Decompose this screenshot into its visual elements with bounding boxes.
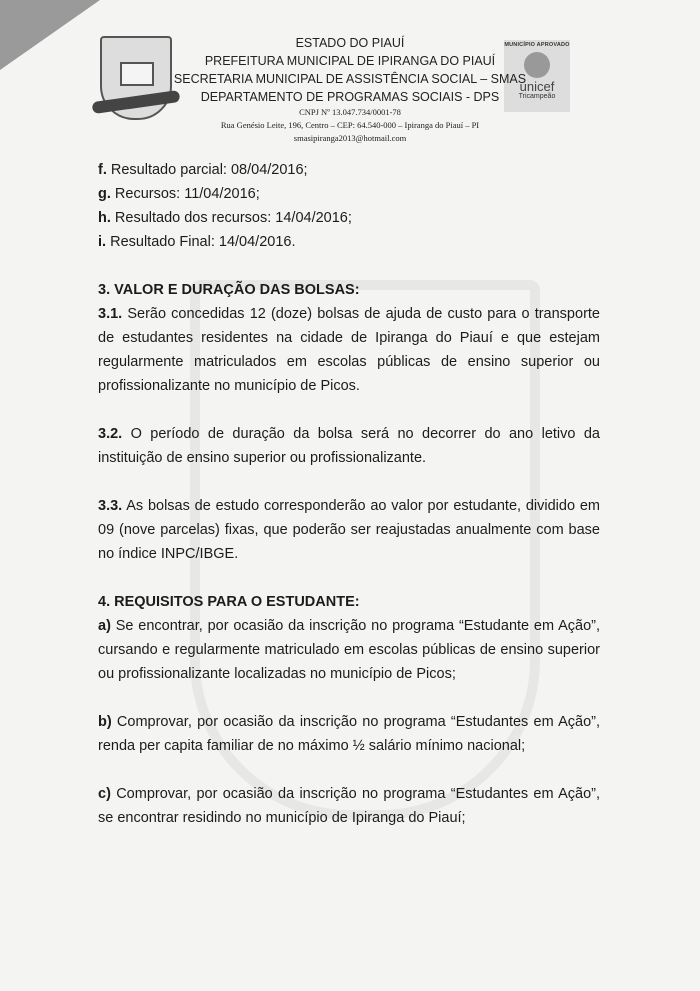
badge-arc-text: MUNICÍPIO APROVADO bbox=[504, 42, 570, 48]
item-key: g. bbox=[98, 186, 111, 202]
schedule-item bbox=[98, 182, 600, 206]
clause-text: Se encontrar, por ocasião da inscrição no programa “Estudante em Ação”, cursando e regularmente matriculado em escolas públicas de ensino superior ou profissionalizante localizadas no município de Picos; bbox=[98, 618, 600, 682]
section-heading: 3. VALOR E DURAÇÃO DAS BOLSAS: bbox=[98, 282, 360, 298]
clause bbox=[98, 614, 600, 686]
schedule-item bbox=[98, 158, 600, 182]
clause-key: a) bbox=[98, 618, 111, 634]
document-body bbox=[98, 158, 600, 830]
email: smasipiranga2013@hotmail.com bbox=[293, 133, 407, 143]
clause-text: Comprovar, por ocasião da inscrição no programa “Estudantes em Ação”, se encontrar residindo no município de Ipiranga do Piauí; bbox=[98, 786, 600, 826]
badge-sub: Tricampeão bbox=[518, 93, 556, 100]
book-icon bbox=[120, 62, 154, 86]
header-line: DEPARTAMENTO DE PROGRAMAS SOCIAIS - DPS bbox=[200, 90, 500, 104]
clause-text: O período de duração da bolsa será no decorrer do ano letivo da instituição de ensino superior ou profissionalizante. bbox=[98, 426, 600, 466]
clause bbox=[98, 422, 600, 470]
clause bbox=[98, 494, 600, 566]
clause-key: 3.2. bbox=[98, 426, 123, 442]
clause-key: 3.1. bbox=[98, 306, 123, 322]
header-line: SECRETARIA MUNICIPAL DE ASSISTÊNCIA SOCIAL – SMAS bbox=[173, 72, 527, 86]
clause-text: Serão concedidas 12 (doze) bolsas de ajuda de custo para o transporte de estudantes residentes na cidade de Ipiranga do Piauí e que estejam regularmente matriculados em escolas públicas de ensino superior ou profissionalizante no município de Picos. bbox=[98, 306, 600, 394]
item-key: i. bbox=[98, 234, 107, 250]
letterhead bbox=[150, 34, 550, 145]
unicef-label: unicef bbox=[519, 79, 555, 94]
item-text: Resultado parcial: 08/04/2016; bbox=[106, 162, 308, 178]
item-key: f. bbox=[98, 162, 107, 178]
schedule-item bbox=[98, 206, 600, 230]
header-line: PREFEITURA MUNICIPAL DE IPIRANGA DO PIAUÍ bbox=[204, 54, 496, 68]
clause bbox=[98, 782, 600, 830]
item-text: Recursos: 11/04/2016; bbox=[110, 186, 260, 202]
section-heading: 4. REQUISITOS PARA O ESTUDANTE: bbox=[98, 594, 360, 610]
item-text: Resultado Final: 14/04/2016. bbox=[106, 234, 296, 250]
clause-key: 3.3. bbox=[98, 498, 123, 514]
cnpj: CNPJ Nº 13.047.734/0001-78 bbox=[299, 107, 401, 117]
clause-key: c) bbox=[98, 786, 111, 802]
clause-key: b) bbox=[98, 714, 112, 730]
header-line: ESTADO DO PIAUÍ bbox=[295, 36, 405, 50]
item-text: Resultado dos recursos: 14/04/2016; bbox=[110, 210, 352, 226]
address: Rua Genésio Leite, 196, Centro – CEP: 64.540-000 – Ipiranga do Piauí – PI bbox=[220, 120, 480, 130]
clause-text: Comprovar, por ocasião da inscrição no programa “Estudantes em Ação”, renda per capita familiar de no máximo ½ salário mínimo nacional; bbox=[98, 714, 600, 754]
clause-text: As bolsas de estudo corresponderão ao valor por estudante, dividido em 09 (nove parcelas) fixas, que poderão ser reajustadas anualmente com base no índice INPC/IBGE. bbox=[98, 498, 600, 562]
clause bbox=[98, 710, 600, 758]
item-key: h. bbox=[98, 210, 111, 226]
clause bbox=[98, 302, 600, 398]
folded-corner bbox=[0, 0, 100, 70]
schedule-item bbox=[98, 230, 600, 254]
